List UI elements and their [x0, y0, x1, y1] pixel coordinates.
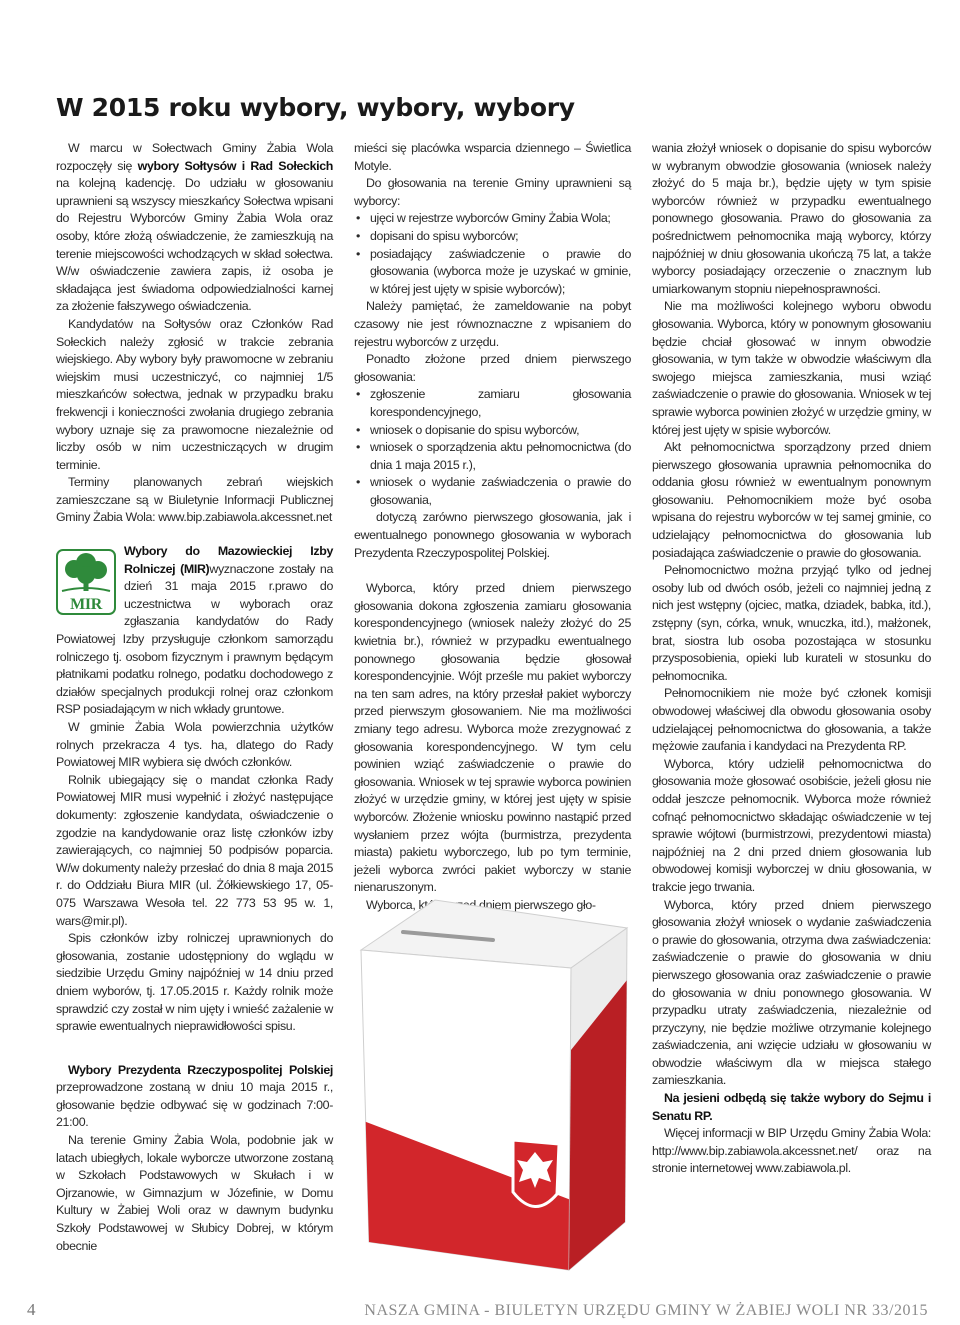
paragraph: Wyborca, który przed dniem pierwszego gło-: [366, 897, 596, 912]
paragraph: wania złożył wniosek o dopisanie do spisu wyborców w wybranym obwodzie głosowania (wniosek należy złożyć do 5 maja br.), będzie ujęty w tym spisie wyborców również w przypadku ewentualnego ponownego głosowania. Prawo do głosowania za pośrednictwem pełnomocnika mają wyborcy, którzy najpóźniej w dniu głosowania ukończą 75 lat, a także wyborcy posiadający orzeczenie o znacznym lub umiarkowanym stopniu niepełnosprawności.: [652, 141, 931, 296]
mir-section: [56, 543, 333, 719]
paragraph: W gminie Żabia Wola powierzchnia użytków rolnych przekracza 4 tys. ha, dlatego do Rady Powiatowej MIR wybiera się dwóch członków.: [56, 720, 333, 770]
paragraph: Na terenie Gminy Żabia Wola, podobnie jak w latach ubiegłych, lokale wyborcze utworzone zostaną w Szkołach Podstawowych w Skułach i w Ojrzanowie, w Gimnazjum w Józefinie, w Domu Kultury w Żabiej Woli oraz w dawnym budynku Szkoły Podstawowej w Słubicy Dobrej, w którym obecnie: [56, 1133, 333, 1253]
paragraph: Wyborca, który przed dniem pierwszego głosowania złożył wniosek o wydanie zaświadczenia o prawie do głosowania, otrzyma dwa zaświadczenia: zaświadczenie o prawie do głosowania w dniu pierwszego głosowania oraz zaświadczenie o prawie do głosowania w dniu ponownego głosowania. W przypadku utraty zaświadczenia, niezależnie od przyczyny, nie będzie możliwe otrzymanie kolejnego zaświadczenia, ani wzięcie udziału w głosowaniu w obwodzie właściwym dla w miejsca stałego zamieszkania.: [652, 897, 931, 1088]
article-column-3: [652, 140, 931, 1178]
paragraph: Nie ma możliwości kolejnego wyboru obwodu głosowania. Wyborca, który w ponownym głosowaniu będzie chciał głosować w innym obwodzie głosowania, w tym także w obwodzie właściwym dla swojego miejsca zamieszkania, musi wziąć zaświadczenie o prawie do głosowania. Wniosek w tej sprawie wyborca powinien złożyć w urzędzie gminy, w której jest ujęty w spisie wyborców.: [652, 299, 931, 437]
paragraph: Terminy planowanych zebrań wiejskich zamieszczane są w Biuletynie Informacji Publicznej Gminy Żabia Wola: www.bip.zabiawola.akcessnet.net: [56, 475, 333, 525]
paragraph: Wyborca, który udzielił pełnomocnictwa do głosowania może głosować osobiście, jeżeli głosu nie oddał jeszcze pełnomocnik. Wyborca może również cofnąć pełnomocnictwo składając oświadczenie w tej sprawie wójtowi (burmistrzowi, prezydentowi miasta) najpóźniej na 2 dni przed dniem głosowania lub obwodowej komisji wyborczej w dniu głosowania, w trakcie jego trwania.: [652, 756, 931, 894]
ballot-box-image: [343, 870, 633, 1280]
paragraph: Pełnomocnikiem nie może być członek komisji obwodowej właściwej dla obwodu głosowania osoby udzielającej pełnomocnictwa do głosowania, a także mężowie zaufania i kandydaci na Prezydenta RP.: [652, 686, 931, 754]
article-column-2: [354, 140, 631, 915]
paragraph: Wyborca, który przed dniem pierwszego głosowania dokona zgłoszenia zamiaru głosowania korespondencyjnego (wniosek należy złożyć do 25 kwietnia br.), również w przypadku ewentualnego ponownego głosowania będzie głosował korespondencyjnie. Wójt prześle mu pakiet wyborczy na ten sam adres, na który przesłał pakiet wyborczy przed pierwszym głosowaniem. Nie ma możliwości zmiany tego adresu. Wyborca może zrezygnować z głosowania korespondencyjnego. W tym celu powinien wziąć zaświadczenie o prawie do głosowania. Wniosek w tej sprawie wyborca powinien złożyć w urzędzie gminy, w której jest ujęty w spisie wyborców. Złożenie wniosku powinno nastąpić przed wysłaniem przez wójta (burmistrza, prezydenta miasta) pakietu wyborczego, lub po tym terminie, jeżeli wyborca zwróci pakiet wyborczy w stanie nienaruszonym.: [354, 581, 631, 895]
voter-list: [354, 210, 631, 298]
paragraph: Rolnik ubiegający się o mandat członka Rady Powiatowej MIR musi wypełnić i złożyć następujące dokumenty: zgłoszenie kandydata, oświadczenie o zgodzie na kandydowanie oraz listę członków izby zawierających, co najmniej 50 podpisów poparcia. W/w dokumenty należy przesłać do dnia 8 maja 2015 r. do Oddziału Biura MIR (ul. Żółkiewskiego 17, 05-075 Warszawa Wesoła tel. 22 773 53 95 w. 1, wars@mir.pl).: [56, 772, 333, 928]
list-item: • posiadający zaświadczenie o prawie do głosowania (wyborca może je uzyskać w gminie, w której jest ujęty w spisie wyborców);: [354, 246, 631, 299]
page-number: 4: [27, 1300, 36, 1319]
paragraph: W marcu w Sołectwach Gminy Żabia Wola rozpoczęły się wybory Sołtysów i Rad Sołeckich na kolejną kadencję. Do udziału w głosowaniu uprawnieni są wszyscy mieszkańcy Sołectwa wpisani do Rejestru Wyborców Gminy Żabia Wola oraz osoby, które złożą oświadczenie, że zamieszkują na terenie miejscowości wchodzących w skład sołectwa. W/w oświadczenie zawiera zapis, iż osoba je składająca jest świadoma odpowiedzialności karnej za złożenie fałszywego oświadczenia.: [56, 141, 333, 314]
paragraph: Wybory Prezydenta Rzeczypospolitej Polskiej przeprowadzone zostaną w dniu 10 maja 2015 r., głosowanie będzie odbywać się w godzinach 7:00- 21:00.: [56, 1062, 333, 1130]
svg-text:MIR: MIR: [70, 596, 102, 614]
paragraph: mieści się placówka wsparcia dziennego – Świetlica Motyle.: [354, 141, 631, 173]
paragraph: Należy pamiętać, że zameldowanie na pobyt czasowy nie jest równoznaczne z wpisaniem do rejestru wyborców z urzędu.: [354, 299, 631, 349]
article-column-1: [56, 140, 333, 1255]
publication-title: NASZA GMINA - BIULETYN URZĘDU GMINY W ŻABIEJ WOLI NR 33/2015: [364, 1302, 928, 1319]
paragraph: Pełnomocnictwo można przyjąć tylko od jednej osoby lub od dwóch osób, jeżeli co najmniej jedną z nich jest wstępny (ojciec, matka, dziadek, babka, itd.), zstępny (syn, córka, wnuk, wnuczka, itd.), małżonek, brat, siostra lub osoba pozostająca w stosunku przysposobienia, opieki lub kurateli w stosunku do pełnomocnika.: [652, 563, 931, 683]
application-list: [354, 386, 631, 509]
paragraph: dotyczą zarówno pierwszego głosowania, jak i ewentualnego ponownego głosowania w wyborach Prezydenta Rzeczypospolitej Polskiej.: [354, 510, 631, 560]
paragraph: Wybory do Mazowieckiej Izby Rolniczej (MIR)wyznaczone zostały na dzień 31 maja 2015 r.prawo do uczestnictwa w wyborach oraz zgłaszania kandydatów do Rady Powiatowej Izby przysługuje członkom samorządu rolniczego tj. osobom fizycznym i prawnym będącym płatnikami podatku rolnego, podatku dochodowego z działów specjalnych produkcji rolnej oraz członkom RSP posiadającym w nich wkłady gruntowe.: [56, 544, 333, 717]
paragraph: Więcej informacji w BIP Urzędu Gminy Żabia Wola: http://www.bip.zabiawola.akcessnet.net/ oraz na stronie internetowej www.zabiawola.pl.: [652, 1126, 931, 1176]
paragraph: Kandydatów na Sołtysów oraz Członków Rad Sołeckich należy zgłosić w trakcie zebrania wiejskiego. Aby wybory były prawomocne w zebraniu wiejskim musi uczestniczyć, co najmniej 1/5 mieszkańców sołectwa, jednak w przypadku braku frekwencji i konieczności zwołania drugiego zebrania wybory uznaje się za prawomocne niezależnie od liczby osób w nim uczestniczących w drugim terminie.: [56, 316, 333, 472]
list-item: • wniosek o wydanie zaświadczenia o prawie do głosowania,: [354, 474, 631, 509]
paragraph: Spis członków izby rolniczej uprawnionych do głosowania, zostanie udostępniony do wglądu w siedzibie Urzędu Gminy najpóźniej w 14 dniu przed dniem wyborów, tj. 17.05.2015 r. Każdy rolnik może sprawdzić czy został w nim ujęty i wnieść zażalenie w sprawie ewentualnych nieprawidłowości spisu.: [56, 931, 333, 1034]
paragraph: Ponadto złożone przed dniem pierwszego głosowania:: [354, 352, 631, 384]
list-item: • wniosek o sporządzenia aktu pełnomocnictwa (do dnia 1 maja 2015 r.),: [354, 439, 631, 474]
list-item: • zgłoszenie zamiaru głosowania korespondencyjnego,: [354, 386, 631, 421]
paragraph: Akt pełnomocnictwa sporządzony przed dniem pierwszego głosowania uprawnia pełnomocnika do oddania głosu również w ewentualnym ponownym głosowaniu. Pełnomocnikiem może być osoba wpisana do rejestru wyborców w tej samej gminie, co udzielający pełnomocnictwa do głosowania lub posiadająca zaświadczenie o prawie do głosowania.: [652, 440, 931, 560]
list-item: • dopisani do spisu wyborców;: [354, 228, 631, 246]
paragraph: Na jesieni odbędą się także wybory do Sejmu i Senatu RP.: [652, 1091, 931, 1123]
mir-logo-icon: [56, 549, 116, 615]
list-item: • wniosek o dopisanie do spisu wyborców,: [354, 422, 631, 440]
eagle-emblem-icon: [513, 1140, 559, 1207]
page-title: W 2015 roku wybory, wybory, wybory: [56, 93, 575, 122]
paragraph: Do głosowania na terenie Gminy uprawnieni są wyborcy:: [354, 176, 631, 208]
list-item: • ujęci w rejestrze wyborców Gminy Żabia Wola;: [354, 210, 631, 228]
